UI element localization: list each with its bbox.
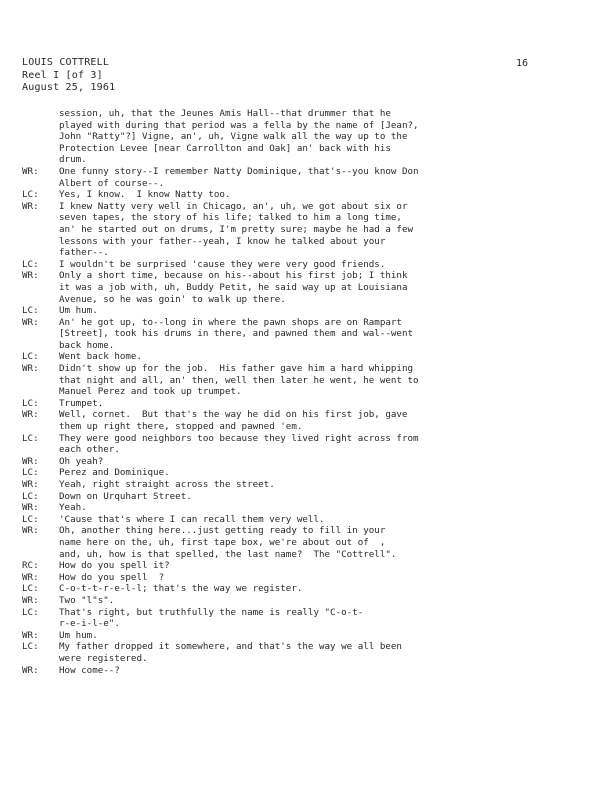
transcript-line [22,282,612,294]
transcript-line [22,560,612,572]
speaker-label: WR: [22,594,39,606]
line-text: How come--? [59,664,120,676]
line-text: back home. [59,339,115,351]
line-text: session, uh, that the Jeunes Amis Hall--that drummer that he [59,108,391,119]
interview-date: August 25, 1961 [22,82,116,93]
speaker-label [22,143,59,155]
line-text: were registered. [59,652,148,664]
speaker-label: WR: [22,363,39,375]
transcript-line [22,491,612,503]
speaker-label: WR: [22,165,39,177]
transcript-line [22,607,612,619]
line-text: 'Cause that's where I can recall them very well. [59,513,325,525]
speaker-label: LC: [22,305,39,317]
line-text: r-e-i-l-e". [59,618,120,630]
line-text: [Street], took his drums in there, and pawned them and wal--went [59,328,414,340]
line-text: an' he started out on drums, I'm pretty sure; maybe he had a few [59,223,414,235]
line-text: drum. [59,154,87,166]
speaker-label [22,618,59,630]
speaker-label: LC: [22,258,39,270]
line-text: They were good neighbors too because they lived right across from [59,432,419,444]
speaker-label [22,212,59,224]
speaker-label [22,247,59,259]
transcript-line [22,386,612,398]
transcript-line [22,120,612,132]
transcript-line [22,467,612,479]
transcript-line [22,340,612,352]
speaker-label [22,549,59,561]
speaker-label: LC: [22,513,39,525]
speaker-label [22,224,59,236]
transcript-line [22,305,612,317]
line-text: An' he got up, to--long in where the pawn shops are on Rampart [59,316,402,328]
transcript-line [22,456,612,468]
transcript-line [22,351,612,363]
line-text: My father dropped it somewhere, and that's the way we all been [59,641,402,653]
speaker-label [22,154,59,166]
speaker-label: WR: [22,571,39,583]
line-text: each other. [59,444,120,456]
line-text: Trumpet. [59,397,104,409]
line-text: father--. [59,247,109,259]
speaker-label: LC: [22,432,39,444]
speaker-label: WR: [22,664,39,676]
line-text: Albert of course--. [59,177,165,189]
line-text: Um hum. [59,305,98,317]
speaker-label: RC: [22,560,39,572]
transcript-line [22,166,612,178]
line-text: them up right there, stopped and pawned 'em. [59,421,303,433]
speaker-label [22,444,59,456]
transcript-line [22,247,612,259]
transcript-line [22,259,612,271]
transcript-line [22,154,612,166]
transcript-line [22,653,612,665]
line-text: John "Ratty"?] Vigne, an', uh, Vigne walk all the way up to the [59,131,408,143]
transcript-body [22,108,612,676]
speaker-label: LC: [22,490,39,502]
transcript-line [22,189,612,201]
line-text: Manuel Perez and took up trumpet. [59,386,242,398]
transcript-line [22,444,612,456]
document-header [22,57,115,95]
line-text: I wouldn't be surprised 'cause they were very good friends. [59,258,386,270]
speaker-label [22,294,59,306]
transcript-line [22,398,612,410]
transcript-line [22,270,612,282]
page-number: 16 [516,58,529,69]
speaker-label: WR: [22,409,39,421]
line-text: C-o-t-t-r-e-l-l; that's the way we register. [59,583,303,595]
line-text: that night and all, an' then, well then later he went, he went to [59,374,419,386]
transcript-line [22,224,612,236]
transcript-line [22,641,612,653]
transcript-line [22,201,612,213]
line-text: Only a short time, because on his--about his first job; I think [59,270,408,282]
line-text: One funny story--I remember Natty Dominique, that's--you know Don [59,165,419,177]
transcript-line [22,618,612,630]
interviewee-name: LOUIS COTTRELL [22,57,110,68]
speaker-label [22,340,59,352]
speaker-label [22,108,59,120]
speaker-label [22,131,59,143]
line-text: and, uh, how is that spelled, the last name? The "Cottrell". [59,548,397,560]
transcript-line [22,549,612,561]
line-text: it was a job with, uh, Buddy Petit, he said way up at Louisiana [59,281,408,293]
line-text: Oh yeah? [59,455,104,467]
transcript-line [22,143,612,155]
line-text: Didn't show up for the job. His father gave him a hard whipping [59,363,414,375]
transcript-line [22,583,612,595]
transcript-line [22,131,612,143]
transcript-line [22,514,612,526]
line-text: Protection Levee [near Carrollton and Oak] an' back with his [59,142,391,154]
line-text: name here on the, uh, first tape box, we're about out of , [59,536,386,548]
speaker-label [22,120,59,132]
line-text: I knew Natty very well in Chicago, an', uh, we got about six or [59,200,408,212]
transcript-line [22,665,612,677]
speaker-label: WR: [22,200,39,212]
speaker-label: LC: [22,641,39,653]
line-text: Avenue, so he was goin' to walk up there. [59,293,286,305]
transcript-line [22,375,612,387]
speaker-label [22,386,59,398]
transcript-line [22,108,612,120]
transcript-line [22,294,612,306]
line-text: Perez and Dominique. [59,467,170,479]
transcript-line [22,421,612,433]
line-text: Two "l"s". [59,594,115,606]
speaker-label: WR: [22,479,39,490]
line-text: How do you spell it? [59,560,170,572]
speaker-label [22,421,59,433]
transcript-line [22,537,612,549]
line-text: Yeah. [59,502,87,514]
transcript-line [22,502,612,514]
transcript-line [22,409,612,421]
transcript-line [22,212,612,224]
transcript-line [22,525,612,537]
speaker-label: WR: [22,316,39,328]
speaker-label [22,178,59,190]
speaker-label: WR: [22,270,39,282]
line-text: Um hum. [59,629,98,641]
transcript-line [22,572,612,584]
speaker-label: LC: [22,351,39,363]
transcript-line [22,595,612,607]
transcript-line [22,479,612,491]
line-text: How do you spell ? [59,571,165,583]
line-text: Down on Urquhart Street. [59,490,192,502]
speaker-label [22,653,59,665]
speaker-label: LC: [22,606,39,618]
transcript-line [22,630,612,642]
speaker-label [22,375,59,387]
line-text: Oh, another thing here...just getting ready to fill in your [59,525,386,537]
line-text: lessons with your father--yeah, I know he talked about your [59,235,386,247]
line-text: seven tapes, the story of his life; talked to him a long time, [59,212,402,224]
transcript-line [22,317,612,329]
speaker-label: LC: [22,583,39,595]
speaker-label: WR: [22,455,39,467]
transcript-line [22,178,612,190]
transcript-line [22,328,612,340]
speaker-label: LC: [22,189,39,201]
speaker-label [22,236,59,248]
speaker-label: LC: [22,467,39,479]
speaker-label [22,282,59,294]
line-text: played with during that period was a fella by the name of [Jean?, [59,119,419,131]
speaker-label: LC: [22,397,39,409]
speaker-label [22,328,59,340]
speaker-label [22,537,59,549]
speaker-label: WR: [22,629,39,641]
transcript-line [22,236,612,248]
line-text: Went back home. [59,351,142,363]
speaker-label: WR: [22,502,39,514]
line-text: Well, cornet. But that's the way he did on his first job, gave [59,409,408,421]
transcript-line [22,363,612,375]
transcript-line [22,433,612,445]
reel-label: Reel I [of 3] [22,69,103,81]
line-text: Yes, I know. I know Natty too. [59,189,231,201]
speaker-label: WR: [22,525,39,537]
line-text: That's right, but truthfully the name is really "C-o-t- [59,606,364,618]
line-text: Yeah, right straight across the street. [59,479,275,490]
